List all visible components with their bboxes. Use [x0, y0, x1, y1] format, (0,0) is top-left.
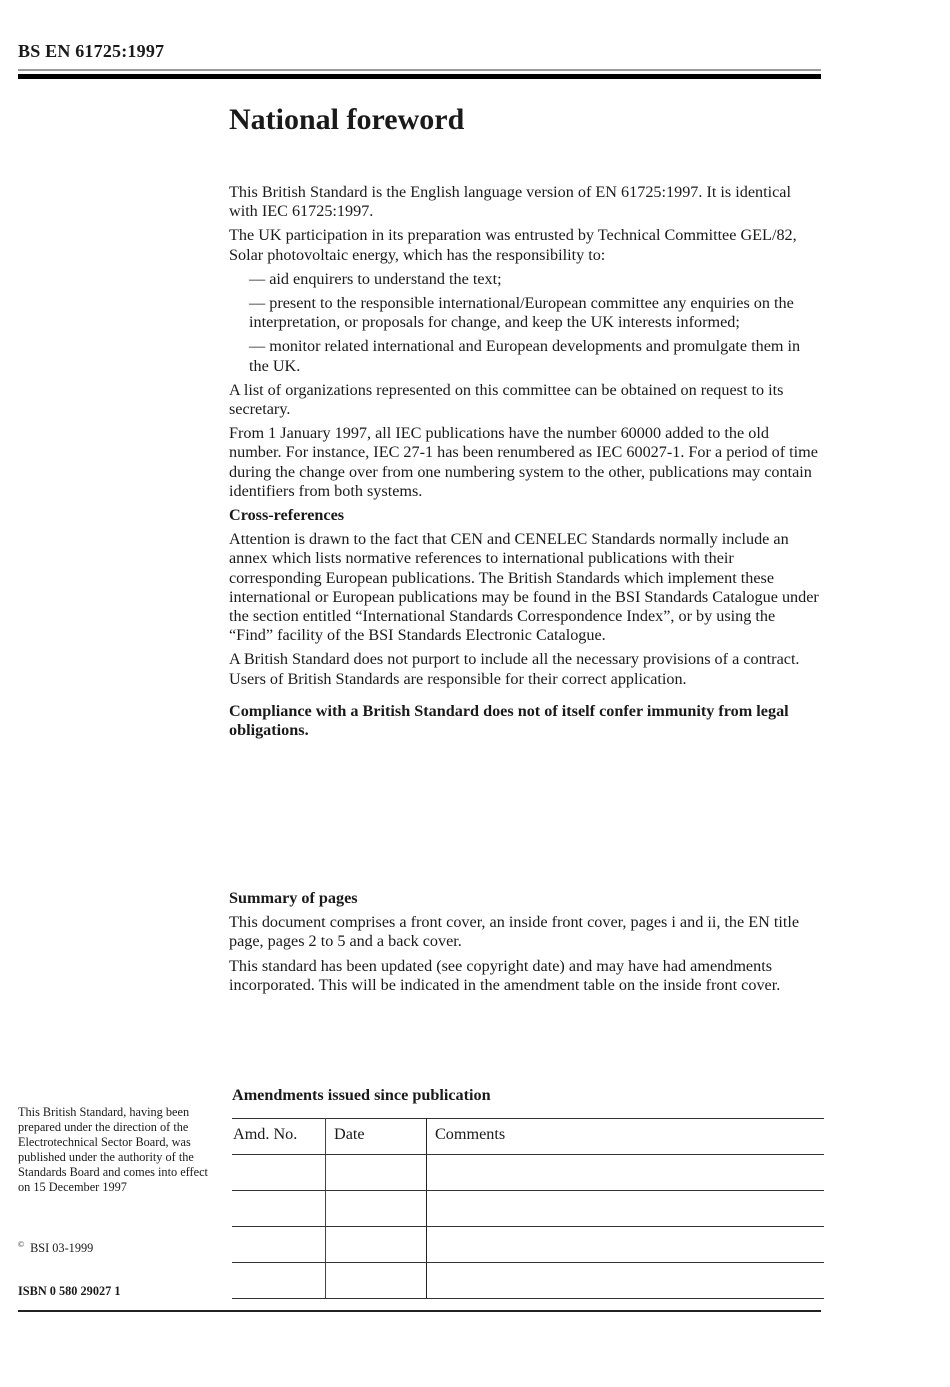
cell-comments [427, 1191, 825, 1227]
paragraph: The UK participation in its preparation was entrusted by Technical Committee GEL/82, Solar photovoltaic energy, which has the responsibility to: [229, 226, 797, 264]
cell-date [326, 1263, 427, 1299]
cross-references-heading: Cross-references [229, 506, 345, 525]
table-row [232, 1155, 824, 1191]
table-header-row [232, 1119, 824, 1155]
cell-comments [427, 1155, 825, 1191]
cell-date [326, 1191, 427, 1227]
cell-amd-no [232, 1227, 326, 1263]
publication-note: This British Standard, having been prepared under the direction of the Electrotechnical Sector Board, was published under the authority of the Standards Board and comes into effect on 15 December 1997 [18, 1105, 208, 1194]
amendments-title: Amendments issued since publication [232, 1086, 491, 1104]
table-row [232, 1227, 824, 1263]
summary-heading: Summary of pages [229, 889, 358, 907]
paragraph: This standard has been updated (see copyright date) and may have had amendments incorporated. This will be indicated in the amendment table on the inside front cover. [229, 956, 781, 994]
copyright-icon: © [18, 1240, 25, 1249]
paragraph: From 1 January 1997, all IEC publications have the number 60000 added to the old number. For instance, IEC 27-1 has been renumbered as IEC 60027-1. For a period of time during the change over from one numbering system to the other, publications may contain identifiers from both systems. [229, 424, 818, 500]
cell-amd-no [232, 1155, 326, 1191]
paragraph: This document comprises a front cover, an inside front cover, pages i and ii, the EN title page, pages 2 to 5 and a back cover. [229, 913, 800, 951]
column-header-amd-no: Amd. No. [232, 1119, 326, 1155]
amendments-table [232, 1118, 824, 1299]
table-row [232, 1191, 824, 1227]
cell-amd-no [232, 1191, 326, 1227]
paragraph: A list of organizations represented on this committee can be obtained on request to its secretary. [229, 380, 784, 419]
summary-section [229, 889, 821, 1000]
isbn: ISBN 0 580 29027 1 [18, 1284, 121, 1298]
paragraph: Attention is drawn to the fact that CEN and CENELEC Standards normally include an annex which lists normative references to international publications with their corresponding European publications. The British Standards which implement these international or European publications may be found in the BSI Standards Catalogue under the section entitled “International Standards Correspondence Index”, or by using the “Find” facility of the BSI Standards Electronic Catalogue. [229, 530, 819, 645]
cell-date [326, 1227, 427, 1263]
header-rule-thick [18, 74, 821, 79]
cell-comments [427, 1227, 825, 1263]
header-rule-thin [18, 69, 821, 71]
page-title: National foreword [229, 103, 465, 136]
copyright-text: BSI 03-1999 [30, 1241, 94, 1256]
column-header-comments: Comments [427, 1119, 825, 1155]
copyright-line [18, 1240, 93, 1256]
footer-rule [18, 1310, 821, 1312]
foreword-body [229, 183, 821, 745]
column-header-date: Date [326, 1119, 427, 1155]
responsibility-item: — aid enquirers to understand the text; [249, 269, 502, 288]
responsibility-item: — present to the responsible international/European committee any enquiries on the interpretation, or proposals for change, and keep the UK interests informed; [249, 294, 794, 332]
cell-comments [427, 1263, 825, 1299]
paragraph: This British Standard is the English language version of EN 61725:1997. It is identical with IEC 61725:1997. [229, 183, 791, 221]
cell-date [326, 1155, 427, 1191]
compliance-note: Compliance with a British Standard does not of itself confer immunity from legal obligations. [229, 701, 789, 740]
table-row [232, 1263, 824, 1299]
responsibility-item: — monitor related international and European developments and promulgate them in the UK. [249, 337, 801, 375]
document-code: BS EN 61725:1997 [18, 41, 165, 61]
cell-amd-no [232, 1263, 326, 1299]
paragraph: A British Standard does not purport to include all the necessary provisions of a contract. Users of British Standards are responsible for their correct application. [229, 650, 800, 688]
